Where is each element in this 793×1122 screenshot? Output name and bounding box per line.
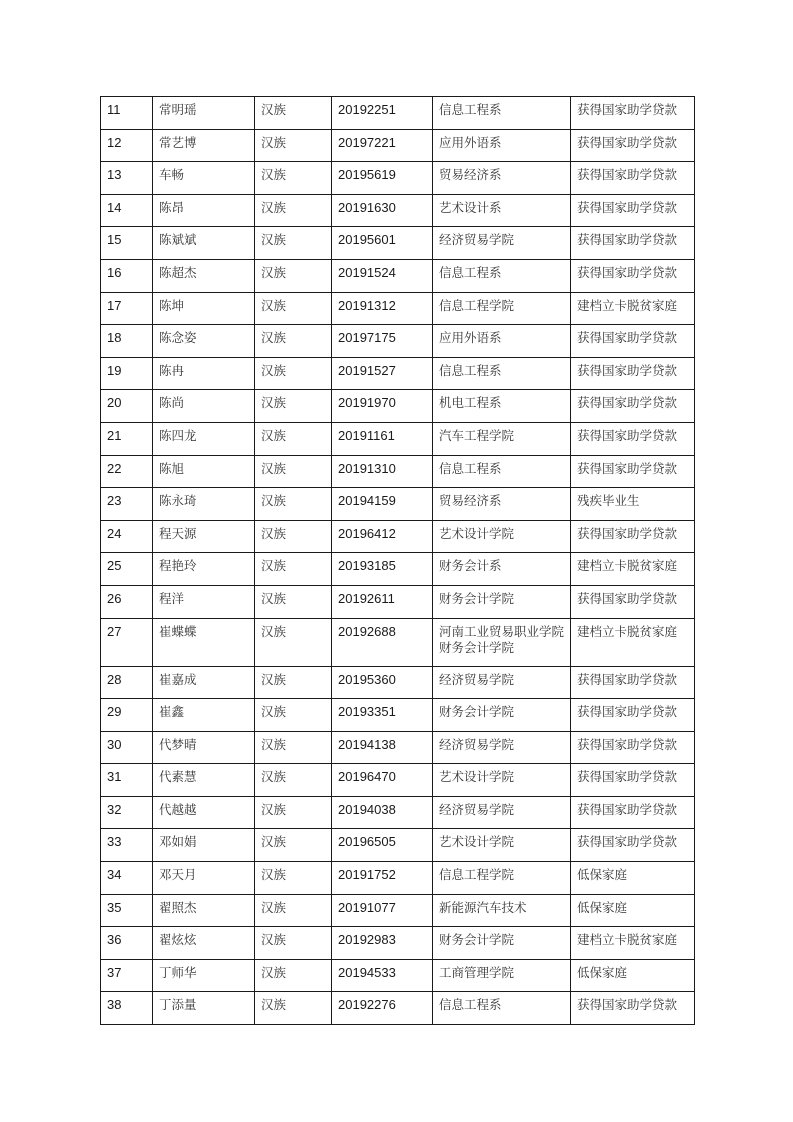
student-id-cell: 20191312 xyxy=(332,292,433,325)
row-number-cell: 38 xyxy=(101,992,153,1025)
student-name-cell: 代梦晴 xyxy=(153,731,255,764)
department-cell: 信息工程学院 xyxy=(433,862,571,895)
ethnicity-cell: 汉族 xyxy=(255,422,332,455)
ethnicity-cell: 汉族 xyxy=(255,97,332,130)
row-number-cell: 11 xyxy=(101,97,153,130)
table-row xyxy=(101,992,695,1025)
student-id-cell: 20191752 xyxy=(332,862,433,895)
student-id-cell: 20191161 xyxy=(332,422,433,455)
student-name-cell: 丁添量 xyxy=(153,992,255,1025)
row-number-cell: 33 xyxy=(101,829,153,862)
row-number-cell: 36 xyxy=(101,927,153,960)
row-number-cell: 24 xyxy=(101,520,153,553)
ethnicity-cell: 汉族 xyxy=(255,992,332,1025)
ethnicity-cell: 汉族 xyxy=(255,259,332,292)
ethnicity-cell: 汉族 xyxy=(255,390,332,423)
aid-status-cell: 低保家庭 xyxy=(571,862,695,895)
aid-status-cell: 获得国家助学贷款 xyxy=(571,829,695,862)
aid-status-cell: 获得国家助学贷款 xyxy=(571,129,695,162)
student-name-cell: 丁师华 xyxy=(153,959,255,992)
ethnicity-cell: 汉族 xyxy=(255,699,332,732)
student-name-cell: 陈旭 xyxy=(153,455,255,488)
table-row xyxy=(101,764,695,797)
row-number-cell: 28 xyxy=(101,666,153,699)
aid-status-cell: 获得国家助学贷款 xyxy=(571,422,695,455)
table-row xyxy=(101,97,695,130)
aid-status-cell: 获得国家助学贷款 xyxy=(571,97,695,130)
row-number-cell: 18 xyxy=(101,325,153,358)
department-cell: 艺术设计学院 xyxy=(433,520,571,553)
ethnicity-cell: 汉族 xyxy=(255,666,332,699)
student-id-cell: 20194038 xyxy=(332,796,433,829)
row-number-cell: 35 xyxy=(101,894,153,927)
table-row xyxy=(101,357,695,390)
student-roster-table xyxy=(100,96,695,1025)
ethnicity-cell: 汉族 xyxy=(255,731,332,764)
ethnicity-cell: 汉族 xyxy=(255,829,332,862)
aid-status-cell: 获得国家助学贷款 xyxy=(571,796,695,829)
ethnicity-cell: 汉族 xyxy=(255,162,332,195)
aid-status-cell: 低保家庭 xyxy=(571,894,695,927)
row-number-cell: 32 xyxy=(101,796,153,829)
student-name-cell: 代素慧 xyxy=(153,764,255,797)
row-number-cell: 26 xyxy=(101,585,153,618)
student-id-cell: 20191524 xyxy=(332,259,433,292)
student-name-cell: 崔蝶蝶 xyxy=(153,618,255,666)
student-id-cell: 20191077 xyxy=(332,894,433,927)
row-number-cell: 30 xyxy=(101,731,153,764)
department-cell: 艺术设计学院 xyxy=(433,829,571,862)
department-cell: 财务会计学院 xyxy=(433,585,571,618)
aid-status-cell: 获得国家助学贷款 xyxy=(571,520,695,553)
aid-status-cell: 获得国家助学贷款 xyxy=(571,731,695,764)
department-cell: 贸易经济系 xyxy=(433,488,571,521)
aid-status-cell: 获得国家助学贷款 xyxy=(571,259,695,292)
student-id-cell: 20191527 xyxy=(332,357,433,390)
department-cell: 经济贸易学院 xyxy=(433,666,571,699)
row-number-cell: 27 xyxy=(101,618,153,666)
student-id-cell: 20195360 xyxy=(332,666,433,699)
department-cell: 经济贸易学院 xyxy=(433,796,571,829)
aid-status-cell: 获得国家助学贷款 xyxy=(571,455,695,488)
aid-status-cell: 获得国家助学贷款 xyxy=(571,325,695,358)
ethnicity-cell: 汉族 xyxy=(255,894,332,927)
student-id-cell: 20192276 xyxy=(332,992,433,1025)
table-row xyxy=(101,553,695,586)
student-id-cell: 20197175 xyxy=(332,325,433,358)
student-id-cell: 20195601 xyxy=(332,227,433,260)
student-id-cell: 20192251 xyxy=(332,97,433,130)
department-cell: 应用外语系 xyxy=(433,325,571,358)
student-id-cell: 20196505 xyxy=(332,829,433,862)
table-row xyxy=(101,390,695,423)
table-row xyxy=(101,325,695,358)
student-name-cell: 陈念姿 xyxy=(153,325,255,358)
department-cell: 信息工程系 xyxy=(433,259,571,292)
department-cell: 新能源汽车技术 xyxy=(433,894,571,927)
student-name-cell: 陈斌斌 xyxy=(153,227,255,260)
department-cell: 信息工程系 xyxy=(433,455,571,488)
table-row xyxy=(101,129,695,162)
aid-status-cell: 建档立卡脱贫家庭 xyxy=(571,292,695,325)
row-number-cell: 15 xyxy=(101,227,153,260)
student-name-cell: 陈尚 xyxy=(153,390,255,423)
table-row xyxy=(101,488,695,521)
row-number-cell: 20 xyxy=(101,390,153,423)
table-row xyxy=(101,796,695,829)
ethnicity-cell: 汉族 xyxy=(255,796,332,829)
table-row xyxy=(101,618,695,666)
table-row xyxy=(101,666,695,699)
aid-status-cell: 残疾毕业生 xyxy=(571,488,695,521)
row-number-cell: 21 xyxy=(101,422,153,455)
table-row xyxy=(101,520,695,553)
row-number-cell: 29 xyxy=(101,699,153,732)
student-id-cell: 20192983 xyxy=(332,927,433,960)
department-cell: 贸易经济系 xyxy=(433,162,571,195)
ethnicity-cell: 汉族 xyxy=(255,618,332,666)
student-name-cell: 常艺博 xyxy=(153,129,255,162)
student-name-cell: 程洋 xyxy=(153,585,255,618)
table-row xyxy=(101,422,695,455)
table-row xyxy=(101,829,695,862)
ethnicity-cell: 汉族 xyxy=(255,194,332,227)
ethnicity-cell: 汉族 xyxy=(255,553,332,586)
student-name-cell: 陈冉 xyxy=(153,357,255,390)
row-number-cell: 34 xyxy=(101,862,153,895)
row-number-cell: 17 xyxy=(101,292,153,325)
aid-status-cell: 获得国家助学贷款 xyxy=(571,764,695,797)
student-id-cell: 20192611 xyxy=(332,585,433,618)
aid-status-cell: 获得国家助学贷款 xyxy=(571,666,695,699)
ethnicity-cell: 汉族 xyxy=(255,455,332,488)
row-number-cell: 31 xyxy=(101,764,153,797)
table-row xyxy=(101,862,695,895)
student-name-cell: 陈超杰 xyxy=(153,259,255,292)
aid-status-cell: 建档立卡脱贫家庭 xyxy=(571,927,695,960)
student-name-cell: 常明瑶 xyxy=(153,97,255,130)
ethnicity-cell: 汉族 xyxy=(255,488,332,521)
aid-status-cell: 建档立卡脱贫家庭 xyxy=(571,553,695,586)
table-row xyxy=(101,927,695,960)
table-row xyxy=(101,894,695,927)
department-cell: 工商管理学院 xyxy=(433,959,571,992)
table-body xyxy=(101,97,695,1025)
ethnicity-cell: 汉族 xyxy=(255,927,332,960)
student-name-cell: 代越越 xyxy=(153,796,255,829)
student-name-cell: 邓天月 xyxy=(153,862,255,895)
student-id-cell: 20195619 xyxy=(332,162,433,195)
ethnicity-cell: 汉族 xyxy=(255,227,332,260)
student-name-cell: 车畅 xyxy=(153,162,255,195)
student-name-cell: 陈坤 xyxy=(153,292,255,325)
aid-status-cell: 获得国家助学贷款 xyxy=(571,162,695,195)
row-number-cell: 13 xyxy=(101,162,153,195)
department-cell: 艺术设计学院 xyxy=(433,764,571,797)
student-id-cell: 20197221 xyxy=(332,129,433,162)
aid-status-cell: 低保家庭 xyxy=(571,959,695,992)
aid-status-cell: 获得国家助学贷款 xyxy=(571,357,695,390)
aid-status-cell: 获得国家助学贷款 xyxy=(571,194,695,227)
student-name-cell: 陈永琦 xyxy=(153,488,255,521)
table-row xyxy=(101,292,695,325)
student-id-cell: 20191630 xyxy=(332,194,433,227)
row-number-cell: 22 xyxy=(101,455,153,488)
ethnicity-cell: 汉族 xyxy=(255,585,332,618)
student-id-cell: 20193351 xyxy=(332,699,433,732)
student-name-cell: 邓如娟 xyxy=(153,829,255,862)
row-number-cell: 25 xyxy=(101,553,153,586)
aid-status-cell: 获得国家助学贷款 xyxy=(571,699,695,732)
student-id-cell: 20196412 xyxy=(332,520,433,553)
department-cell: 机电工程系 xyxy=(433,390,571,423)
student-name-cell: 崔鑫 xyxy=(153,699,255,732)
row-number-cell: 19 xyxy=(101,357,153,390)
student-name-cell: 翟炫炫 xyxy=(153,927,255,960)
student-name-cell: 程艳玲 xyxy=(153,553,255,586)
table-row xyxy=(101,162,695,195)
ethnicity-cell: 汉族 xyxy=(255,292,332,325)
department-cell: 信息工程系 xyxy=(433,357,571,390)
department-cell: 经济贸易学院 xyxy=(433,227,571,260)
aid-status-cell: 获得国家助学贷款 xyxy=(571,390,695,423)
student-id-cell: 20194138 xyxy=(332,731,433,764)
row-number-cell: 23 xyxy=(101,488,153,521)
table-row xyxy=(101,227,695,260)
department-cell: 应用外语系 xyxy=(433,129,571,162)
student-id-cell: 20191310 xyxy=(332,455,433,488)
aid-status-cell: 建档立卡脱贫家庭 xyxy=(571,618,695,666)
department-cell: 汽车工程学院 xyxy=(433,422,571,455)
ethnicity-cell: 汉族 xyxy=(255,129,332,162)
student-id-cell: 20196470 xyxy=(332,764,433,797)
row-number-cell: 14 xyxy=(101,194,153,227)
student-id-cell: 20192688 xyxy=(332,618,433,666)
ethnicity-cell: 汉族 xyxy=(255,959,332,992)
ethnicity-cell: 汉族 xyxy=(255,520,332,553)
student-id-cell: 20193185 xyxy=(332,553,433,586)
department-cell: 财务会计学院 xyxy=(433,927,571,960)
table-row xyxy=(101,585,695,618)
aid-status-cell: 获得国家助学贷款 xyxy=(571,992,695,1025)
table-row xyxy=(101,194,695,227)
table-row xyxy=(101,699,695,732)
student-name-cell: 翟照杰 xyxy=(153,894,255,927)
table-row xyxy=(101,731,695,764)
ethnicity-cell: 汉族 xyxy=(255,325,332,358)
student-name-cell: 程天源 xyxy=(153,520,255,553)
department-cell: 经济贸易学院 xyxy=(433,731,571,764)
ethnicity-cell: 汉族 xyxy=(255,357,332,390)
row-number-cell: 37 xyxy=(101,959,153,992)
aid-status-cell: 获得国家助学贷款 xyxy=(571,227,695,260)
department-cell: 财务会计学院 xyxy=(433,699,571,732)
student-id-cell: 20191970 xyxy=(332,390,433,423)
department-cell: 艺术设计系 xyxy=(433,194,571,227)
student-name-cell: 陈四龙 xyxy=(153,422,255,455)
ethnicity-cell: 汉族 xyxy=(255,764,332,797)
student-id-cell: 20194159 xyxy=(332,488,433,521)
student-name-cell: 陈昂 xyxy=(153,194,255,227)
department-cell: 信息工程系 xyxy=(433,992,571,1025)
department-cell: 信息工程学院 xyxy=(433,292,571,325)
student-id-cell: 20194533 xyxy=(332,959,433,992)
table-row xyxy=(101,259,695,292)
department-cell: 河南工业贸易职业学院财务会计学院 xyxy=(433,618,571,666)
aid-status-cell: 获得国家助学贷款 xyxy=(571,585,695,618)
row-number-cell: 16 xyxy=(101,259,153,292)
department-cell: 财务会计系 xyxy=(433,553,571,586)
department-cell: 信息工程系 xyxy=(433,97,571,130)
ethnicity-cell: 汉族 xyxy=(255,862,332,895)
table-row xyxy=(101,455,695,488)
student-name-cell: 崔嘉成 xyxy=(153,666,255,699)
table-row xyxy=(101,959,695,992)
row-number-cell: 12 xyxy=(101,129,153,162)
